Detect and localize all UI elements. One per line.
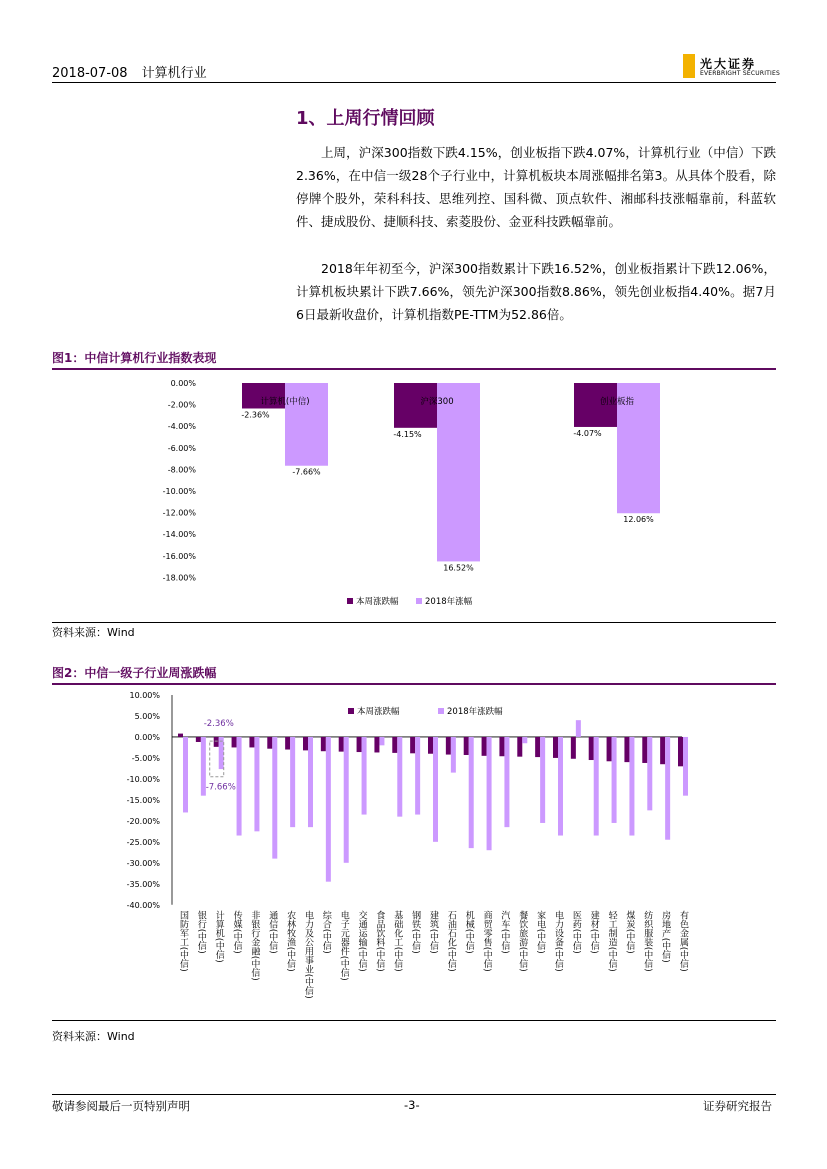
bar-ytd	[254, 737, 259, 831]
bar-weekly	[428, 737, 433, 754]
figure-2-rule	[52, 683, 776, 685]
bar-weekly	[678, 737, 683, 766]
bar-ytd	[612, 737, 617, 823]
legend-label-ytd: 2018年涨跌幅	[447, 707, 503, 717]
bar-weekly	[482, 737, 487, 756]
figure-2-source: 资料来源：Wind	[52, 1030, 135, 1043]
figure-2-bottom-rule	[52, 1020, 776, 1021]
figure-2-chart	[52, 686, 776, 1016]
bar-weekly	[232, 737, 237, 747]
category-label: 传媒(中信)	[231, 910, 242, 954]
report-date: 2018-07-08	[52, 66, 128, 81]
header-divider	[52, 82, 776, 83]
paragraph-2: 2018年年初至今，沪深300指数累计下跌16.52%，创业板指累计下跌12.06%，计算机板块累计下跌7.66%，领先沪深300指数8.86%，领先创业板指4.40%。据7月6日最新收盘价，计算机指数PE-TTM为52.86倍。	[296, 261, 776, 322]
logo-mark-icon	[683, 54, 695, 78]
bar-weekly	[410, 737, 415, 753]
category-label: 基础化工(中信)	[392, 910, 403, 972]
bar-ytd	[451, 737, 456, 773]
y-tick-label: -20.00%	[126, 816, 160, 826]
y-tick-label: -35.00%	[126, 879, 160, 889]
data-label: -2.36%	[241, 410, 270, 420]
legend-label-weekly: 本周涨跌幅	[356, 597, 399, 607]
y-tick-label: 0.00%	[170, 379, 196, 388]
category-label: 计算机(中信)	[260, 397, 310, 407]
category-label: 电力设备(中信)	[553, 910, 563, 972]
bar-weekly	[624, 737, 629, 762]
figure-2-title: 图2：中信一级子行业周涨跌幅	[52, 666, 217, 680]
y-tick-label: 0.00%	[134, 732, 160, 742]
bar-ytd	[504, 737, 509, 827]
category-label: 食品饮料(中信)	[374, 910, 385, 972]
bar-weekly	[267, 737, 272, 749]
category-label: 医药(中信)	[570, 910, 581, 954]
y-tick-label: 5.00%	[134, 711, 160, 721]
figure-1-source: 资料来源：Wind	[52, 626, 135, 639]
bar-weekly	[392, 737, 397, 753]
y-tick-label: -15.00%	[126, 795, 160, 805]
legend-swatch-ytd	[416, 598, 422, 604]
bar-weekly	[517, 737, 522, 757]
category-label: 电子元器件(中信)	[338, 910, 349, 981]
category-label: 电力及公用事业(中信)	[303, 910, 313, 999]
footer-disclaimer: 敬请参阅最后一页特别声明	[52, 1099, 190, 1113]
bar-ytd	[285, 383, 328, 466]
bar-weekly	[535, 737, 540, 757]
bar-weekly	[607, 737, 612, 761]
bar-ytd	[290, 737, 295, 827]
bar-ytd	[647, 737, 652, 810]
bar-ytd	[540, 737, 545, 823]
data-label: 12.06%	[623, 515, 654, 525]
figure-1-title: 图1：中信计算机行业指数表现	[52, 351, 217, 365]
bar-weekly	[642, 737, 647, 763]
bar-ytd	[397, 737, 402, 817]
annotation-label: -2.36%	[203, 719, 234, 730]
bar-ytd	[183, 737, 188, 813]
bar-ytd	[594, 737, 599, 836]
y-tick-label: -8.00%	[167, 465, 196, 475]
bar-weekly	[553, 737, 558, 758]
paragraph-1: 上周，沪深300指数下跌4.15%，创业板指下跌4.07%，计算机行业（中信）下跌2.36%，在中信一级28个子行业中，计算机板块本周涨幅排名第3。从具体个股看，除停牌个股外，荣科科技、思维列控、国科微、顶点软件、湘邮科技涨幅靠前，科蓝软件、捷成股份、捷顺科技、索菱股份、金亚科技跌幅靠前。	[296, 145, 776, 229]
y-tick-label: -12.00%	[162, 508, 196, 518]
category-label: 农林牧渔(中信)	[285, 910, 296, 972]
category-label: 建筑(中信)	[428, 910, 438, 954]
category-label: 商贸零售(中信)	[481, 910, 492, 972]
y-tick-label: -6.00%	[167, 443, 196, 453]
bar-weekly	[303, 737, 308, 750]
category-label: 非银行金融(中信)	[249, 910, 260, 981]
figure-1-chart	[52, 372, 776, 617]
legend-swatch-weekly	[347, 598, 353, 604]
category-label: 房地产(中信)	[660, 910, 671, 963]
y-tick-label: -4.00%	[167, 422, 196, 432]
category-label: 银行(中信)	[195, 910, 206, 954]
bar-ytd	[433, 737, 438, 842]
data-label: -4.07%	[573, 428, 602, 438]
category-label: 石油石化(中信)	[445, 910, 456, 972]
category-label: 纺织服装(中信)	[642, 910, 653, 972]
annotation-label: -7.66%	[205, 782, 236, 793]
bar-weekly	[446, 737, 451, 755]
bar-ytd	[437, 383, 480, 561]
category-label: 家电(中信)	[535, 910, 546, 954]
bar-weekly	[178, 734, 183, 737]
y-tick-label: -30.00%	[126, 858, 160, 868]
y-tick-label: -10.00%	[162, 487, 196, 496]
bar-ytd	[272, 737, 277, 859]
bar-weekly	[214, 737, 219, 747]
y-tick-label: -16.00%	[162, 551, 196, 561]
category-label: 有色金属(中信)	[678, 910, 688, 972]
bar-ytd	[415, 737, 420, 815]
bar-weekly	[464, 737, 469, 755]
legend-swatch-ytd	[438, 708, 444, 714]
bar-weekly	[374, 737, 379, 753]
page-header	[52, 62, 207, 81]
category-label: 汽车(中信)	[499, 910, 510, 954]
bar-weekly	[589, 737, 594, 760]
data-label: 16.52%	[443, 563, 474, 573]
logo-text-cn: 光大证券	[700, 57, 757, 71]
bar-ytd	[576, 720, 581, 737]
bar-weekly	[321, 737, 326, 751]
bar-ytd	[558, 737, 563, 836]
bar-ytd	[237, 737, 242, 836]
industry-name: 计算机行业	[141, 66, 207, 81]
category-label: 煤炭(中信)	[624, 910, 635, 954]
bar-weekly	[571, 737, 576, 759]
bar-ytd	[683, 737, 688, 796]
bar-weekly	[339, 737, 344, 752]
y-tick-label: -14.00%	[162, 530, 196, 540]
bar-weekly	[357, 737, 362, 752]
bar-ytd	[326, 737, 331, 882]
category-label: 餐饮旅游(中信)	[517, 910, 528, 972]
bar-ytd	[362, 737, 367, 815]
legend-swatch-weekly	[348, 708, 354, 714]
y-tick-label: -18.00%	[162, 573, 196, 583]
y-tick-label: -5.00%	[131, 753, 160, 763]
y-tick-label: -40.00%	[126, 900, 160, 910]
logo-text-en: EVERBRIGHT SECURITIES	[700, 70, 780, 77]
company-logo	[683, 54, 783, 80]
bar-weekly	[249, 737, 254, 747]
y-tick-label: -2.00%	[167, 400, 196, 410]
figure-1-rule	[52, 368, 776, 370]
section-title: 1、上周行情回顾	[296, 108, 435, 129]
y-tick-label: 10.00%	[129, 691, 160, 700]
category-label: 轻工制造(中信)	[606, 910, 617, 972]
bar-ytd	[522, 737, 527, 743]
bar-ytd	[629, 737, 634, 836]
bar-ytd	[665, 737, 670, 840]
y-tick-label: -25.00%	[126, 837, 160, 847]
category-label: 通信(中信)	[267, 910, 278, 954]
page-number: -3-	[404, 1098, 420, 1112]
category-label: 建材(中信)	[588, 910, 599, 954]
bar-ytd	[379, 737, 384, 745]
category-label: 国防军工(中信)	[178, 910, 188, 972]
bar-weekly	[285, 737, 290, 750]
legend-label-weekly: 本周涨跌幅	[357, 707, 400, 717]
bar-ytd	[469, 737, 474, 848]
y-tick-label: -10.00%	[126, 774, 160, 784]
legend-label-ytd: 2018年涨幅	[425, 597, 473, 607]
category-label: 综合(中信)	[320, 910, 331, 954]
category-label: 交通运输(中信)	[356, 910, 367, 972]
category-label: 计算机(中信)	[213, 910, 224, 963]
bar-ytd	[308, 737, 313, 827]
category-label: 机械(中信)	[463, 910, 474, 954]
figure-1-bottom-rule	[52, 622, 776, 623]
footer-divider	[52, 1094, 776, 1095]
bar-ytd	[344, 737, 349, 863]
footer-report-type: 证券研究报告	[703, 1099, 772, 1113]
data-label: -4.15%	[393, 429, 422, 439]
bar-weekly	[499, 737, 504, 756]
bar-weekly	[196, 737, 201, 742]
bar-ytd	[219, 737, 224, 769]
data-label: -7.66%	[292, 467, 321, 477]
category-label: 钢铁(中信)	[410, 910, 421, 954]
bar-weekly	[660, 737, 665, 764]
category-label: 沪深300	[420, 397, 454, 407]
bar-ytd	[487, 737, 492, 850]
category-label: 创业板指	[599, 397, 635, 407]
